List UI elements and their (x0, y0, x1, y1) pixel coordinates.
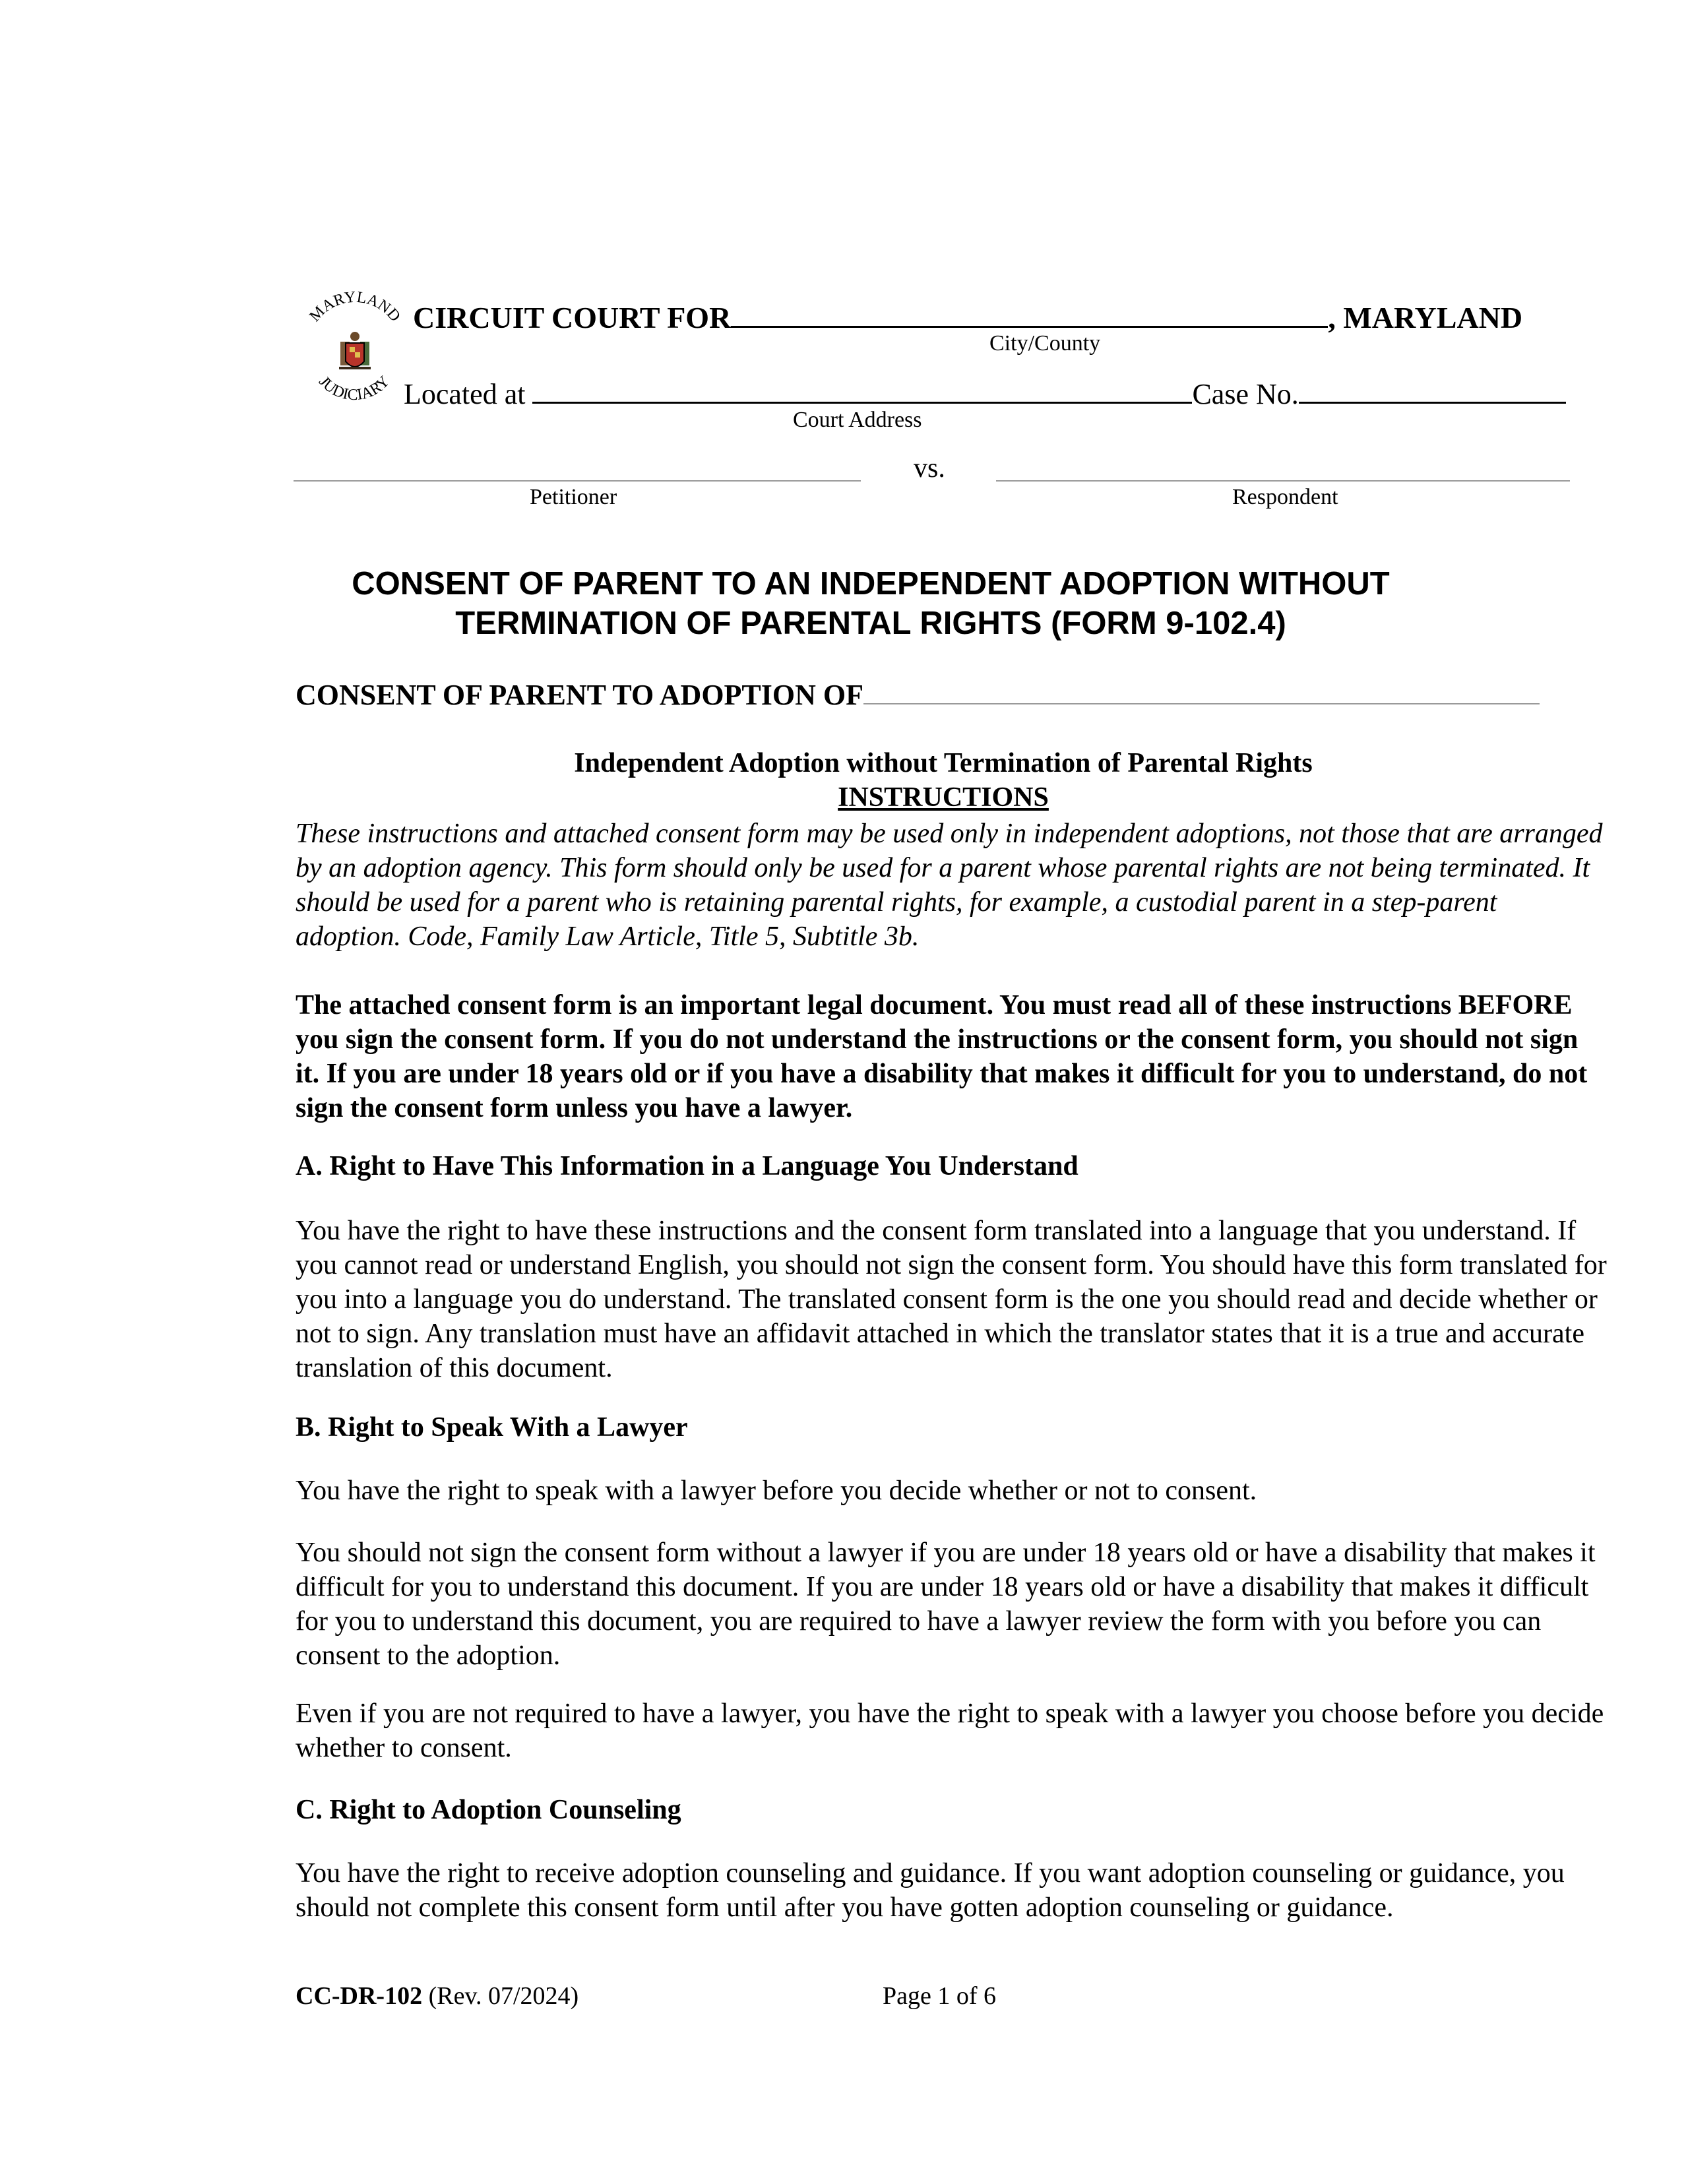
respondent-field[interactable] (996, 480, 1570, 482)
warning-paragraph (296, 988, 1608, 1125)
court-address-label: Court Address (793, 408, 922, 432)
court-address-field[interactable] (532, 379, 1192, 404)
seal-bottom-text: JUDICIARY (315, 373, 393, 404)
consent-of-line (296, 678, 1540, 712)
court-prefix: CIRCUIT COURT FOR (413, 301, 732, 334)
warning-text: The attached consent form is an important legal document. You must read all of these instructions BEFORE you sign the consent form. If you do not understand the instructions or the consent form, you should not sign it. If you are under 18 years old or if you have a disability that makes it difficult for you to understand, do not sign the consent form unless you have a lawyer. (296, 990, 1588, 1123)
section-b-body-1 (296, 1474, 1608, 1508)
section-b-paragraph-2: You should not sign the consent form without a lawyer if you are under 18 years old or have a disability that makes it difficult for you to understand this document. If you are under 18 years old or have a disability that makes it difficult for you to understand this document, you are required to have a lawyer review the form with you before you can consent to the adoption. (296, 1538, 1596, 1671)
instructions-heading: INSTRUCTIONS (838, 782, 1049, 813)
section-b-body-2 (296, 1536, 1608, 1673)
case-no-field[interactable] (1299, 379, 1566, 404)
section-a-paragraph: You have the right to have these instructions and the consent form translated into a language that you understand. If you cannot read or understand English, you should not sign the consent form. You should have this form translated for you into a language you do understand. The translated consent form is the one you should read and decide whether or not to sign. Any translation must have an affidavit attached in which the translator states that it is a true and accurate translation of this document. (296, 1216, 1607, 1383)
svg-text:MARYLAND (306, 290, 403, 325)
form-id: CC-DR-102 (296, 1982, 423, 2010)
form-title-line1: CONSENT OF PARENT TO AN INDEPENDENT ADOPTION WITHOUT (352, 566, 1390, 602)
petitioner-field[interactable] (294, 480, 861, 482)
court-title (413, 300, 1522, 335)
section-b-paragraph-3: Even if you are not required to have a lawyer, you have the right to speak with a lawyer you choose before you decide whether to consent. (296, 1699, 1604, 1763)
section-b-paragraph-1: You have the right to speak with a lawyer before you decide whether or not to consent. (296, 1476, 1257, 1506)
page-number: Page 1 of 6 (883, 1982, 997, 2010)
svg-text:JUDICIARY (315, 373, 393, 404)
section-c-heading: C. Right to Adoption Counseling (296, 1795, 681, 1825)
location-line (404, 377, 1566, 411)
consent-of-label: CONSENT OF PARENT TO ADOPTION OF (296, 679, 864, 711)
instructions-intro (296, 817, 1608, 954)
section-b-body-3 (296, 1697, 1608, 1765)
section-b-heading: B. Right to Speak With a Lawyer (296, 1412, 688, 1443)
section-c-paragraph: You have the right to receive adoption counseling and guidance. If you want adoption counseling or guidance, you should not complete this consent form until after you have gotten adoption counseling or guidance. (296, 1858, 1565, 1923)
footer-form-id (296, 1981, 578, 2011)
city-county-field[interactable] (731, 302, 1328, 328)
section-a-heading: A. Right to Have This Information in a Language You Understand (296, 1151, 1078, 1181)
respondent-label: Respondent (1232, 485, 1338, 509)
city-county-label: City/County (989, 331, 1101, 356)
petitioner-label: Petitioner (530, 485, 617, 509)
instructions-intro-text: These instructions and attached consent form may be used only in independent adoptions, not those that are arranged by an adoption agency. This form should only be used for a parent whose parental rights are not being terminated. It should be used for a parent who is retaining parental rights, for example, a custodial parent in a step-parent adoption. Code, Family Law Article, Title 5, Subtitle 3b. (296, 819, 1603, 952)
child-name-field[interactable] (863, 681, 1540, 704)
maryland-judiciary-seal-icon (297, 290, 412, 406)
section-c-body (296, 1856, 1608, 1925)
located-at-label: Located at (404, 378, 526, 410)
vs-label: vs. (914, 453, 945, 484)
seal-top-text: MARYLAND (306, 290, 404, 325)
case-no-label: Case No. (1192, 378, 1299, 410)
subheading: Independent Adoption without Termination of Parental Rights (574, 748, 1313, 778)
section-a-body (296, 1214, 1608, 1385)
court-suffix: , MARYLAND (1328, 301, 1523, 334)
form-title (198, 564, 1544, 643)
form-revision: (Rev. 07/2024) (428, 1982, 579, 2010)
form-title-line2: TERMINATION OF PARENTAL RIGHTS (FORM 9-102.4) (455, 606, 1286, 641)
